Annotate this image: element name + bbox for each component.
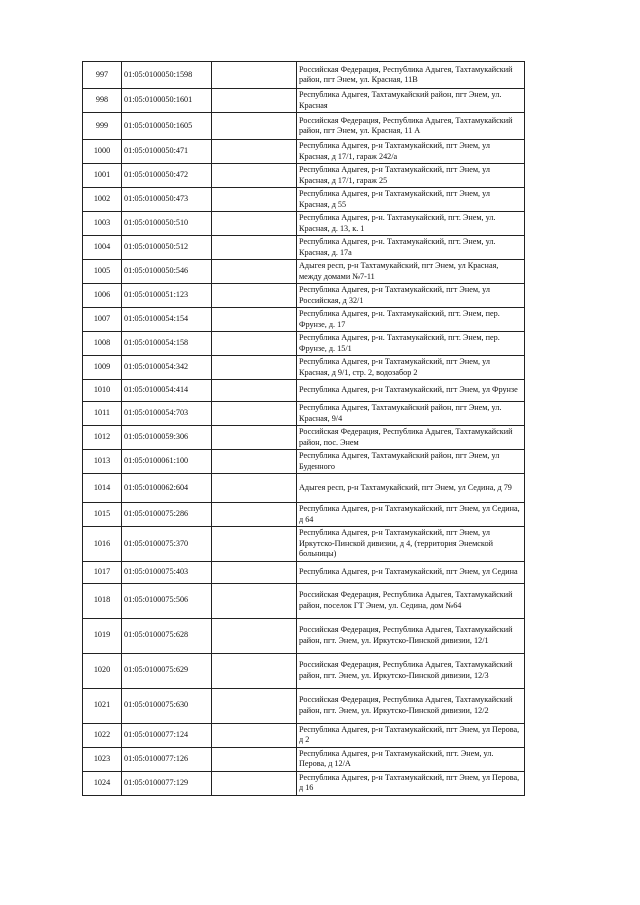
row-number: 1018: [83, 583, 122, 618]
cadastral-number: 01:05:0100054:703: [122, 402, 212, 426]
table-row: [83, 140, 525, 164]
address-cell: Республика Адыгея, р-н Тахтамукайский, пгт Энем, ул Фрунзе: [297, 380, 525, 402]
row-number: 1002: [83, 188, 122, 212]
table-row: [83, 260, 525, 284]
row-number: 1013: [83, 450, 122, 474]
row-number: 1004: [83, 236, 122, 260]
empty-cell: [212, 618, 297, 653]
row-number: 1019: [83, 618, 122, 653]
cadastral-number: 01:05:0100050:1601: [122, 89, 212, 113]
address-cell: Республика Адыгея, р-н. Тахтамукайский, пгт. Энем, ул. Красная, д. 17а: [297, 236, 525, 260]
empty-cell: [212, 188, 297, 212]
table-row: [83, 561, 525, 583]
cadastral-number: 01:05:0100075:628: [122, 618, 212, 653]
address-cell: Адыгея респ, р-н Тахтамукайский, пгт Энем, ул Седина, д 79: [297, 474, 525, 503]
table-row: [83, 164, 525, 188]
address-cell: Адыгея респ, р-н Тахтамукайский, пгт Энем, ул Красная, между домами №7-11: [297, 260, 525, 284]
empty-cell: [212, 402, 297, 426]
row-number: 1012: [83, 426, 122, 450]
row-number: 1001: [83, 164, 122, 188]
row-number: 1017: [83, 561, 122, 583]
cadastral-number: 01:05:0100075:630: [122, 688, 212, 723]
table-row: [83, 356, 525, 380]
empty-cell: [212, 723, 297, 747]
table-row: [83, 688, 525, 723]
empty-cell: [212, 450, 297, 474]
empty-cell: [212, 688, 297, 723]
address-cell: Российская Федерация, Республика Адыгея, Тахтамукайский район, пгт. Энем, ул. Иркутско-Пинской дивизии, 12/2: [297, 688, 525, 723]
empty-cell: [212, 89, 297, 113]
row-number: 1016: [83, 527, 122, 562]
address-cell: Республика Адыгея, р-н Тахтамукайский, пгт Энем, ул Российская, д 32/1: [297, 284, 525, 308]
table-row: [83, 62, 525, 89]
cadastral-number: 01:05:0100054:414: [122, 380, 212, 402]
address-cell: Республика Адыгея, р-н Тахтамукайский, пгт Энем, ул Перова, д 16: [297, 771, 525, 795]
table-row: [83, 380, 525, 402]
address-cell: Республика Адыгея, р-н Тахтамукайский, пгт. Энем, ул. Перова, д 12/А: [297, 747, 525, 771]
row-number: 1020: [83, 653, 122, 688]
empty-cell: [212, 356, 297, 380]
cadastral-number: 01:05:0100050:472: [122, 164, 212, 188]
address-cell: Республика Адыгея, р-н. Тахтамукайский, пгт. Энем, пер. Фрунзе, д. 17: [297, 308, 525, 332]
row-number: 1006: [83, 284, 122, 308]
cadastral-number: 01:05:0100075:403: [122, 561, 212, 583]
empty-cell: [212, 771, 297, 795]
table-row: [83, 450, 525, 474]
empty-cell: [212, 284, 297, 308]
empty-cell: [212, 113, 297, 140]
address-cell: Республика Адыгея, р-н Тахтамукайский, пгт Энем, ул Перова, д 2: [297, 723, 525, 747]
address-cell: Республика Адыгея, р-н Тахтамукайский, пгт Энем, ул Седина: [297, 561, 525, 583]
row-number: 1000: [83, 140, 122, 164]
cadastral-number: 01:05:0100050:546: [122, 260, 212, 284]
empty-cell: [212, 140, 297, 164]
address-cell: Российская Федерация, Республика Адыгея, Тахтамукайский район, пгт Энем, ул. Красная, 11 А: [297, 113, 525, 140]
table-row: [83, 653, 525, 688]
empty-cell: [212, 332, 297, 356]
table-row: [83, 212, 525, 236]
row-number: 1014: [83, 474, 122, 503]
address-cell: Республика Адыгея, р-н. Тахтамукайский, пгт. Энем, пер. Фрунзе, д. 15/1: [297, 332, 525, 356]
cadastral-number: 01:05:0100054:158: [122, 332, 212, 356]
cadastral-number: 01:05:0100050:471: [122, 140, 212, 164]
address-cell: Российская Федерация, Республика Адыгея, Тахтамукайский район, пгт. Энем, ул. Иркутско-Пинской дивизии, 12/1: [297, 618, 525, 653]
row-number: 1008: [83, 332, 122, 356]
table-row: [83, 426, 525, 450]
row-number: 1007: [83, 308, 122, 332]
table-row: [83, 527, 525, 562]
address-cell: Республика Адыгея, Тахтамукайский район, пгт Энем, ул Буденного: [297, 450, 525, 474]
table-row: [83, 771, 525, 795]
cadastral-number: 01:05:0100050:512: [122, 236, 212, 260]
address-cell: Российская Федерация, Республика Адыгея, Тахтамукайский район, поселок ГТ Энем, ул. Седина, дом №64: [297, 583, 525, 618]
empty-cell: [212, 62, 297, 89]
cadastral-number: 01:05:0100051:123: [122, 284, 212, 308]
empty-cell: [212, 236, 297, 260]
empty-cell: [212, 503, 297, 527]
table-row: [83, 113, 525, 140]
table-row: [83, 583, 525, 618]
empty-cell: [212, 583, 297, 618]
address-cell: Российская Федерация, Республика Адыгея, Тахтамукайский район, пгт Энем, ул. Красная, 11В: [297, 62, 525, 89]
cadastral-number: 01:05:0100061:100: [122, 450, 212, 474]
empty-cell: [212, 164, 297, 188]
address-cell: Российская Федерация, Республика Адыгея, Тахтамукайский район, пос. Энем: [297, 426, 525, 450]
address-cell: Республика Адыгея, р-н. Тахтамукайский, пгт. Энем, ул. Красная, д. 13, к. 1: [297, 212, 525, 236]
cadastral-number: 01:05:0100075:506: [122, 583, 212, 618]
property-register-table: [82, 61, 525, 796]
table-row: [83, 332, 525, 356]
row-number: 1021: [83, 688, 122, 723]
table-row: [83, 723, 525, 747]
row-number: 1005: [83, 260, 122, 284]
address-cell: Республика Адыгея, Тахтамукайский район, пгт Энем, ул. Красная: [297, 89, 525, 113]
address-cell: Республика Адыгея, Тахтамукайский район, пгт Энем, ул. Красная, 9/4: [297, 402, 525, 426]
cadastral-number: 01:05:0100077:129: [122, 771, 212, 795]
address-cell: Республика Адыгея, р-н Тахтамукайский, пгт Энем, ул Красная, д 55: [297, 188, 525, 212]
row-number: 1022: [83, 723, 122, 747]
table-row: [83, 747, 525, 771]
cadastral-number: 01:05:0100075:286: [122, 503, 212, 527]
address-cell: Республика Адыгея, р-н Тахтамукайский, пгт Энем, ул Красная, д 9/1, стр. 2, водозабор 2: [297, 356, 525, 380]
table-row: [83, 503, 525, 527]
table-row: [83, 618, 525, 653]
cadastral-number: 01:05:0100077:124: [122, 723, 212, 747]
row-number: 998: [83, 89, 122, 113]
address-cell: Российская Федерация, Республика Адыгея, Тахтамукайский район, пгт. Энем, ул. Иркутско-Пинской дивизии, 12/3: [297, 653, 525, 688]
table-row: [83, 236, 525, 260]
empty-cell: [212, 260, 297, 284]
table-row: [83, 188, 525, 212]
cadastral-number: 01:05:0100059:306: [122, 426, 212, 450]
empty-cell: [212, 474, 297, 503]
empty-cell: [212, 380, 297, 402]
cadastral-number: 01:05:0100050:1605: [122, 113, 212, 140]
address-cell: Республика Адыгея, р-н Тахтамукайский, пгт Энем, ул Седина, д 64: [297, 503, 525, 527]
address-cell: Республика Адыгея, р-н Тахтамукайский, пгт Энем, ул Красная, д 17/1, гараж 25: [297, 164, 525, 188]
table-row: [83, 308, 525, 332]
cadastral-number: 01:05:0100050:510: [122, 212, 212, 236]
table-row: [83, 474, 525, 503]
empty-cell: [212, 527, 297, 562]
address-cell: Республика Адыгея, р-н Тахтамукайский, пгт Энем, ул Красная, д 17/1, гараж 242/а: [297, 140, 525, 164]
empty-cell: [212, 747, 297, 771]
empty-cell: [212, 561, 297, 583]
table-row: [83, 284, 525, 308]
cadastral-number: 01:05:0100054:342: [122, 356, 212, 380]
table-row: [83, 402, 525, 426]
row-number: 1010: [83, 380, 122, 402]
row-number: 999: [83, 113, 122, 140]
cadastral-number: 01:05:0100054:154: [122, 308, 212, 332]
address-cell: Республика Адыгея, р-н Тахтамукайский, пгт Энем, ул Иркутско-Пинской дивизии, д 4, (территория Энемской больницы): [297, 527, 525, 562]
cadastral-number: 01:05:0100050:1598: [122, 62, 212, 89]
row-number: 1003: [83, 212, 122, 236]
cadastral-number: 01:05:0100075:370: [122, 527, 212, 562]
empty-cell: [212, 308, 297, 332]
row-number: 1024: [83, 771, 122, 795]
cadastral-number: 01:05:0100062:604: [122, 474, 212, 503]
table-row: [83, 89, 525, 113]
cadastral-number: 01:05:0100075:629: [122, 653, 212, 688]
empty-cell: [212, 653, 297, 688]
cadastral-number: 01:05:0100050:473: [122, 188, 212, 212]
row-number: 1009: [83, 356, 122, 380]
row-number: 1023: [83, 747, 122, 771]
row-number: 1011: [83, 402, 122, 426]
row-number: 1015: [83, 503, 122, 527]
empty-cell: [212, 426, 297, 450]
register-body: [83, 62, 525, 796]
row-number: 997: [83, 62, 122, 89]
cadastral-number: 01:05:0100077:126: [122, 747, 212, 771]
empty-cell: [212, 212, 297, 236]
